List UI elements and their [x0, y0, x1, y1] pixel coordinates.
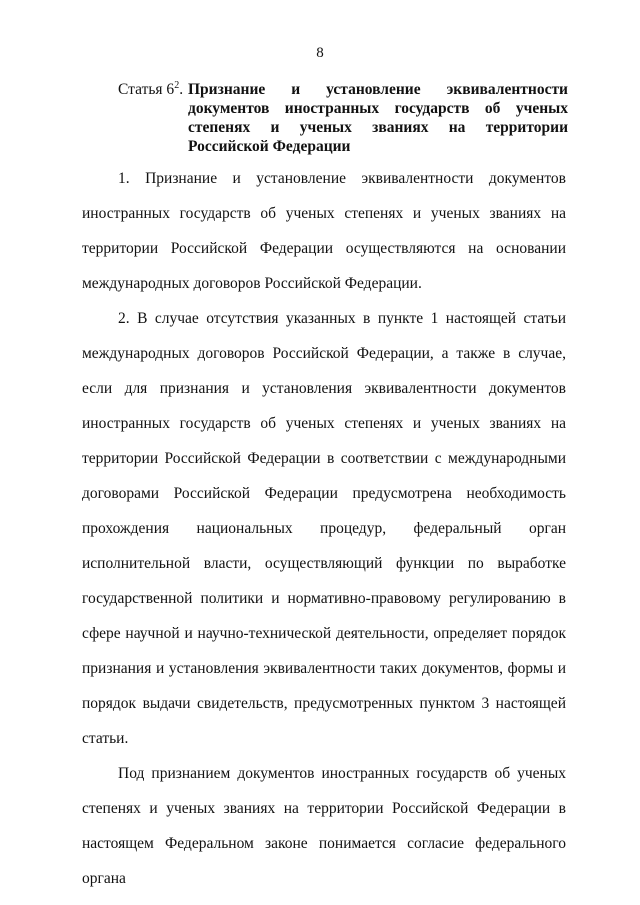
article-body — [82, 161, 566, 896]
article-label-prefix: Статья 6 — [118, 81, 175, 98]
article-title: Признание и установление эквивалентности документов иностранных государств об ученых степенях и ученых званиях на территории Российской Федерации — [188, 81, 568, 155]
paragraph-2: 2. В случае отсутствия указанных в пункте 1 настоящей статьи международных договоров Российской Федерации, а также в случае, если для признания и установления эквивалентности документов иностранных государств об ученых степенях и ученых званиях на территории Российской Федерации в соответствии с международными договорами Российской Федерации предусмотрена необходимость прохождения национальных процедур, федеральный орган исполнительной власти, осуществляющий функции по выработке государственной политики и нормативно-правовому регулированию в сфере научной и научно-технической деятельности, определяет порядок признания и установления эквивалентности таких документов, формы и порядок выдачи свидетельств, предусмотренных пунктом 3 настоящей статьи. — [82, 310, 566, 747]
paragraph-3: Под признанием документов иностранных государств об ученых степенях и ученых званиях на территории Российской Федерации в настоящем Федеральном законе понимается согласие федерального органа — [82, 765, 566, 887]
paragraph-1: 1. Признание и установление эквивалентности документов иностранных государств об ученых степенях и ученых званиях на территории Российской Федерации осуществляются на основании международных договоров Российской Федерации. — [82, 170, 566, 292]
page-number: 8 — [316, 45, 324, 61]
article-heading — [118, 80, 568, 156]
article-label-suffix: . — [179, 81, 184, 98]
article-label-superscript: 2 — [174, 80, 180, 91]
article-label — [118, 80, 183, 99]
